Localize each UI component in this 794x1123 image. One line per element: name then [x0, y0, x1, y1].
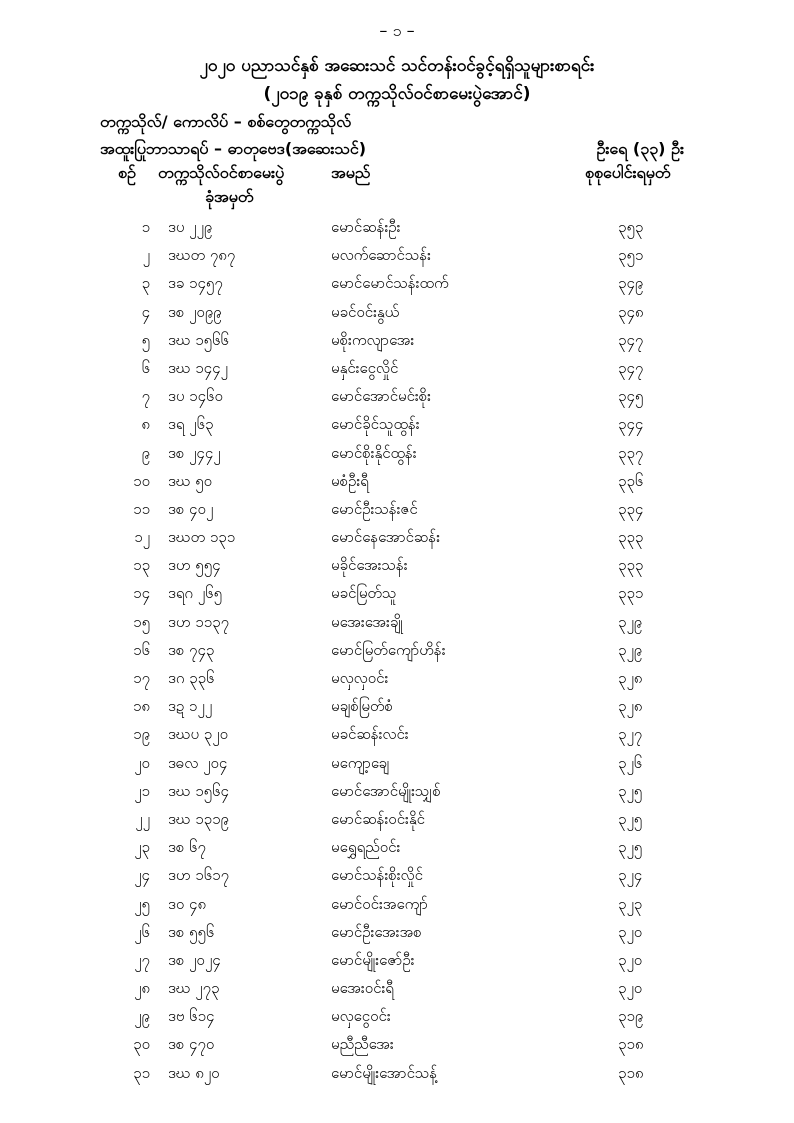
row-number: ၈	[141, 415, 150, 434]
row-number: ၂၆	[134, 922, 150, 941]
row-number: ၂၁	[134, 781, 150, 800]
table-row	[0, 299, 794, 327]
student-name: မချစ်မြတ်စံ	[331, 697, 393, 716]
row-number: ၁၂	[134, 528, 150, 547]
total-marks: ၃၃၄	[618, 499, 644, 518]
student-name: မောင်ဝင်းအကျော်	[331, 894, 428, 913]
table-row	[0, 580, 794, 608]
roll-number: ဒဟ ၁၆၁၇	[168, 866, 230, 885]
student-name: မောင်ဦးသန်းဇင်	[331, 499, 418, 518]
total-marks: ၃၁၈	[618, 1063, 644, 1082]
roll-number: ဒဝ ၄၈	[168, 894, 207, 913]
table-row	[0, 891, 794, 919]
column-header-roll: တက္ကသိုလ်ဝင်စာမေးပွဲ	[158, 163, 285, 182]
column-header-no: စဉ်	[118, 163, 136, 182]
roll-number: ဒစ ၄၇၀	[168, 1035, 215, 1054]
roll-number: ဒဃ ၁၅၆၆	[168, 330, 229, 349]
student-name: မလက်ဆောင်သန်း	[331, 246, 431, 265]
total-marks: ၃၁၉	[618, 1007, 644, 1026]
table-row	[0, 750, 794, 778]
table-row	[0, 242, 794, 270]
table-row	[0, 496, 794, 524]
student-name: မနှင်းငွေလှိုင်	[331, 358, 399, 377]
roll-number: ဒဂ ၃၃၆	[168, 669, 215, 687]
row-number: ၁	[141, 218, 150, 236]
total-marks: ၃၂၈	[618, 697, 643, 716]
row-number: ၁၃	[133, 556, 150, 575]
student-name: မခင်ဝင်းနွယ်	[331, 302, 400, 321]
roll-number: ဒပ ၁၄၆၀	[168, 387, 223, 406]
total-marks: ၃၃၇	[618, 443, 644, 462]
total-marks: ၃၂၉	[618, 640, 643, 659]
table-row	[0, 721, 794, 749]
roll-number: ဒဍ ၁၂၂	[168, 697, 213, 716]
total-marks: ၃၃၁	[618, 584, 644, 603]
roll-number: ဒဃ ၁၃၁၉	[168, 809, 229, 828]
roll-number: ဒဃ ၈၂၀	[168, 1063, 220, 1082]
student-name: မရွှေရည်ဝင်း	[331, 838, 401, 857]
row-number: ၁၆	[133, 640, 150, 659]
student-name: မအေးအေးချို	[331, 612, 403, 631]
row-number: ၂၉	[134, 1007, 150, 1026]
table-row	[0, 1031, 794, 1059]
roll-number: ဒဃပ ၃၂၀	[168, 725, 229, 744]
row-number: ၁၉	[133, 725, 150, 744]
row-number: ၁၁	[133, 499, 150, 518]
student-name: မောင်သန်းစိုးလှိုင်	[331, 866, 423, 885]
student-name: မလှလှဝင်း	[331, 669, 389, 687]
total-marks: ၃၅၁	[618, 246, 644, 265]
student-name: မစိုးကလျာအေး	[331, 330, 415, 349]
table-row	[0, 214, 794, 242]
row-number: ၇	[141, 387, 150, 406]
table-row	[0, 862, 794, 890]
table-row	[0, 355, 794, 383]
roll-number: ဒဃ ၁၅၆၄	[168, 781, 229, 800]
document-subtitle: (၂၀၁၉ ခုနှစ် တက္ကသိုလ်ဝင်စာမေးပွဲအောင်)	[263, 84, 531, 104]
roll-number: ဒစ ၂၀၂၄	[168, 950, 221, 969]
total-marks: ၃၂၃	[618, 894, 643, 913]
roll-number: ဒစ ၂၄၄၂	[168, 443, 221, 462]
student-name: မောင်မြတ်ကျော်ဟိန်း	[331, 640, 446, 659]
roll-number: ဒပ ၂၂၉	[168, 218, 213, 236]
roll-number: ဒဃ ၅၀	[168, 471, 213, 490]
university-line: တက္ကသိုလ်/ ကောလိပ် – စစ်တွေတက္ကသိုလ်	[100, 112, 352, 131]
student-name: မောင်ဆန်းဝင်းနိုင်	[331, 809, 425, 828]
column-header-name: အမည်	[331, 163, 371, 182]
total-marks: ၃၂၄	[618, 866, 643, 885]
roll-number: ဒဓလ ၂၀၄	[168, 753, 228, 772]
row-number: ၁၅	[133, 612, 150, 631]
row-number: ၁၀	[133, 471, 150, 490]
roll-number: ဒဃတ ၇၈၇	[168, 246, 236, 265]
total-marks: ၃၃၃	[618, 528, 644, 547]
student-name: မညီညီအေး	[331, 1035, 394, 1054]
table-row	[0, 552, 794, 580]
roll-number: ဒစ ၆၇	[168, 838, 206, 857]
total-marks: ၃၂၀	[618, 950, 643, 969]
table-row	[0, 524, 794, 552]
table-row	[0, 806, 794, 834]
total-marks: ၃၂၇	[618, 725, 643, 744]
student-name: မအေးဝင်းရီ	[331, 979, 394, 998]
row-number: ၂၄	[134, 866, 150, 885]
student-name: မလှငွေဝင်း	[331, 1007, 391, 1026]
student-name: မောင်အောင်မျိုးသျှစ်	[331, 781, 441, 800]
total-marks: ၃၂၅	[618, 809, 643, 828]
total-marks: ၃၂၅	[618, 838, 643, 857]
page-number: – ၁ –	[379, 21, 415, 40]
table-row	[0, 411, 794, 439]
row-number: ၂	[142, 246, 150, 265]
total-marks: ၃၂၈	[618, 669, 643, 687]
total-marks: ၃၄၇	[618, 358, 644, 377]
table-row	[0, 1060, 794, 1088]
roll-number: ဒစ ၄၀၂	[168, 499, 214, 518]
total-marks: ၃၅၃	[618, 218, 644, 236]
student-name: မောင်ခိုင်သူထွန်း	[331, 415, 420, 434]
row-number: ၃၁	[133, 1063, 150, 1082]
total-marks: ၃၁၈	[618, 1035, 644, 1054]
student-name: မောင်မောင်သန်းထက်	[331, 274, 449, 293]
total-marks: ၃၂၉	[618, 612, 643, 631]
table-row	[0, 778, 794, 806]
student-name: မောင်ဆန်းဦး	[331, 218, 401, 236]
row-number: ၂၈	[134, 979, 150, 998]
row-number: ၂၂	[135, 809, 150, 828]
table-row	[0, 919, 794, 947]
roll-number: ဒဃတ ၁၃၁	[168, 528, 236, 547]
total-marks: ၃၃၆	[618, 471, 644, 490]
row-number: ၂၀	[134, 753, 150, 772]
total-marks: ၃၄၇	[618, 330, 644, 349]
row-number: ၉	[141, 443, 150, 462]
row-number: ၂၅	[134, 894, 150, 913]
major-line: အထူးပြုဘာသာရပ် – ဓာတုဗေဒ(အဆေးသင်)	[100, 139, 367, 158]
row-number: ၃	[141, 274, 150, 293]
student-name: မခင်မြတ်သူ	[331, 584, 397, 603]
roll-number: ဒဟ ၁၁၃၇	[168, 612, 230, 631]
row-number: ၂၇	[134, 950, 150, 969]
student-list	[0, 214, 794, 1088]
total-marks: ၃၃၃	[618, 556, 644, 575]
row-number: ၃၀	[133, 1035, 150, 1054]
roll-number: ဒခ ၁၄၅၇	[168, 274, 223, 293]
table-row	[0, 947, 794, 975]
row-number: ၁၇	[133, 669, 150, 687]
total-marks: ၃၂၅	[618, 781, 643, 800]
table-row	[0, 693, 794, 721]
student-count: ဦးရေ (၃၃) ဦး	[596, 139, 684, 158]
student-name: မကျော့ချေ	[331, 753, 390, 772]
table-row	[0, 468, 794, 496]
column-header-roll-line2: ခုံအမှတ်	[205, 187, 254, 206]
student-name: မောင်မျိုးဇော်ဦး	[331, 950, 415, 969]
student-name: မောင်အောင်မင်းစိုး	[331, 387, 431, 406]
roll-number: ဒဃ ၂၇၃	[168, 979, 220, 998]
table-row	[0, 609, 794, 637]
total-marks: ၃၂၆	[618, 753, 643, 772]
total-marks: ၃၄၄	[618, 415, 644, 434]
student-name: မခိုင်အေးသန်း	[331, 556, 408, 575]
roll-number: ဒစ ၅၅၆	[168, 922, 215, 941]
table-row	[0, 1003, 794, 1031]
roll-number: ဒစ ၂၀၉၉	[168, 302, 222, 321]
table-row	[0, 637, 794, 665]
table-row	[0, 975, 794, 1003]
row-number: ၂၃	[134, 838, 150, 857]
student-name: မစံဦးရီ	[331, 471, 369, 490]
table-row	[0, 665, 794, 693]
row-number: ၆	[141, 358, 150, 377]
student-name: မခင်ဆန်းလင်း	[331, 725, 409, 744]
student-name: မောင်ဦးအေးအစ	[331, 922, 422, 941]
total-marks: ၃၄၅	[618, 387, 644, 406]
row-number: ၁၄	[133, 584, 150, 603]
row-number: ၄	[141, 302, 150, 321]
student-name: မောင်စိုးနိုင်ထွန်း	[331, 443, 417, 462]
table-row	[0, 270, 794, 298]
row-number: ၅	[141, 330, 150, 349]
table-row	[0, 440, 794, 468]
total-marks: ၃၄၉	[618, 274, 644, 293]
table-row	[0, 383, 794, 411]
column-header-marks: စုစုပေါင်းရမှတ်	[585, 163, 671, 182]
table-row	[0, 834, 794, 862]
roll-number: ဒဟ ၅၅၄	[168, 556, 221, 575]
total-marks: ၃၂၀	[618, 922, 643, 941]
roll-number: ဒဃ ၁၄၄၂	[168, 358, 228, 377]
roll-number: ဒရ ၂၆၃	[168, 415, 214, 434]
roll-number: ဒဗ ၆၁၄	[168, 1007, 215, 1026]
roll-number: ဒရဂ ၂၆၅	[168, 584, 223, 603]
table-row	[0, 327, 794, 355]
row-number: ၁၈	[132, 697, 150, 716]
roll-number: ဒစ ၇၄၃	[168, 640, 215, 659]
total-marks: ၃၂၀	[618, 979, 643, 998]
student-name: မောင်မျိုးအောင်သန့်	[331, 1063, 438, 1082]
document-title: ၂၀၂၀ ပညာသင်နှစ် အဆေးသင် သင်တန်းဝင်ခွင့်ရရှိသူများစာရင်း	[199, 56, 595, 76]
student-name: မောင်နေအောင်ဆန်း	[331, 528, 440, 547]
total-marks: ၃၄၈	[618, 302, 644, 321]
